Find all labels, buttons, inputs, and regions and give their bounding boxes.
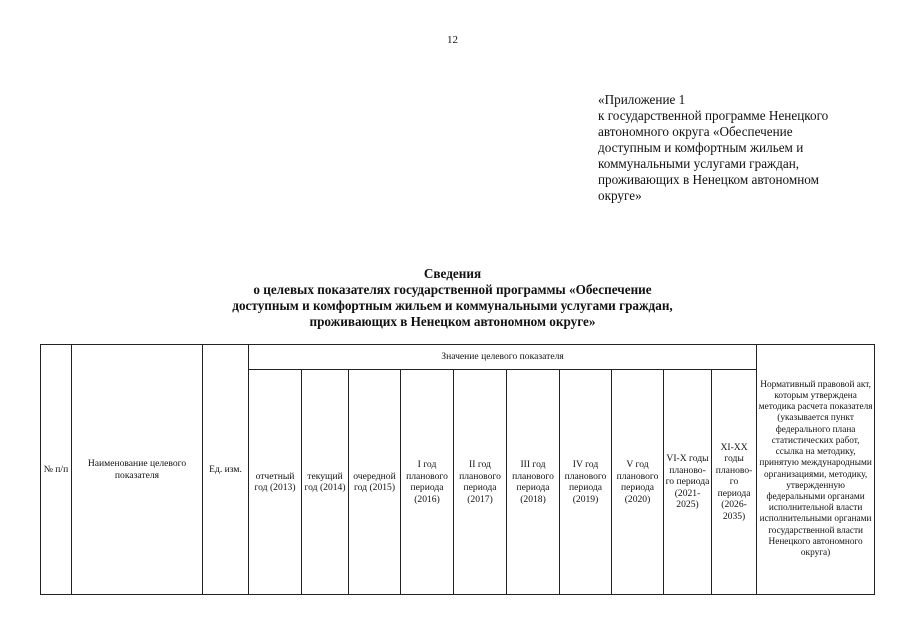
page-number: 12 [447, 34, 458, 46]
appendix-line: доступным и комфортным жильем и [598, 140, 804, 155]
appendix-note [598, 92, 878, 204]
header-period-2019: IV год планового периода (2019) [560, 370, 612, 595]
appendix-line: проживающих в Ненецком автономном [598, 172, 819, 187]
header-unit: Ед. изм. [203, 345, 249, 595]
header-indicator-name: Наименование целевого показателя [72, 345, 203, 595]
header-period-2014: текущий год (2014) [302, 370, 349, 595]
header-period-2015: очередной год (2015) [349, 370, 401, 595]
header-normative-act: Нормативный правовой акт, которым утверждена методика расчета показателя (указывается пункт федерального плана статистических работ, ссылка на методику, принятую международными организациями, методику, утвержденную федеральными органами исполнительной власти исполнительными органами государственной власти Ненецкого автономного округа) [757, 345, 875, 595]
appendix-line: округе» [598, 188, 642, 203]
appendix-line: автономного округа «Обеспечение [598, 124, 793, 139]
header-period-2026-2035: XI-XX годы планово-го периода (2026-2035) [712, 370, 757, 595]
header-number: № п/п [41, 345, 72, 595]
appendix-line: коммунальными услугами граждан, [598, 156, 800, 171]
header-period-2016: I год планового периода (2016) [401, 370, 454, 595]
title-line: доступным и комфортным жильем и коммунальными услугами граждан, [232, 298, 673, 313]
header-indicator-value: Значение целевого показателя [249, 345, 757, 370]
header-period-2021-2025: VI-X годы планово-го периода (2021-2025) [664, 370, 712, 595]
header-period-2013: отчетный год (2013) [249, 370, 302, 595]
indicators-table [40, 344, 875, 595]
appendix-line: «Приложение 1 [598, 92, 686, 107]
header-period-2020: V год планового периода (2020) [612, 370, 664, 595]
document-title [0, 266, 905, 330]
title-line: проживающих в Ненецком автономном округе» [309, 314, 596, 329]
title-line: Сведения [423, 266, 482, 281]
appendix-line: к государственной программе Ненецкого [598, 108, 829, 123]
header-period-2017: II год планового периода (2017) [454, 370, 507, 595]
title-line: о целевых показателях государственной программы «Обеспечение [253, 282, 652, 297]
header-period-2018: III год планового периода (2018) [507, 370, 560, 595]
